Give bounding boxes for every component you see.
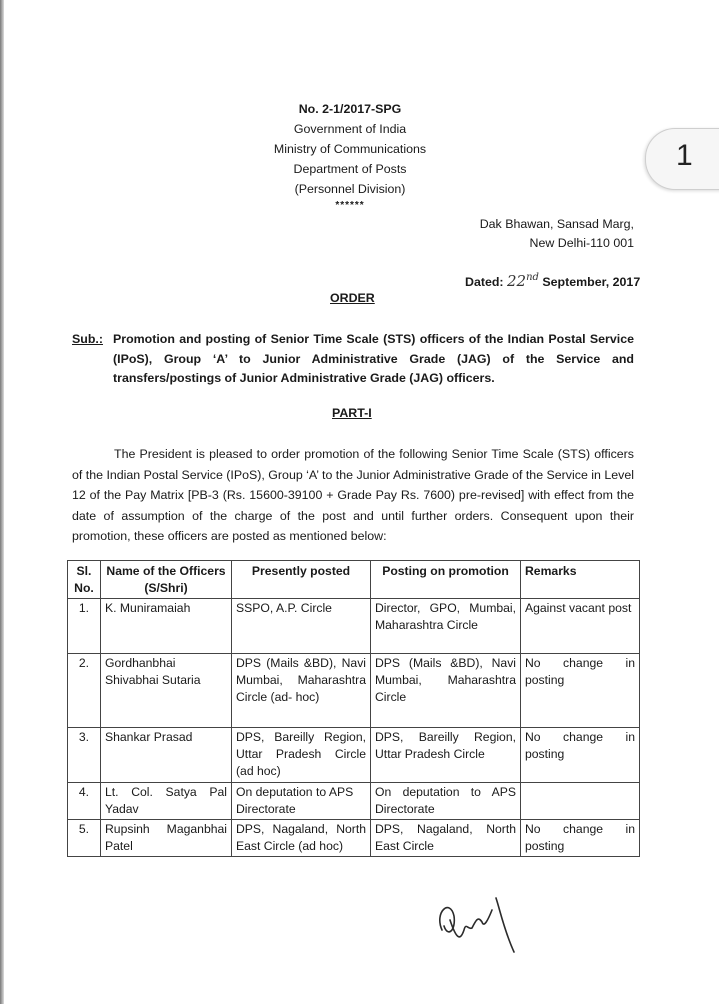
cell-promotion: DPS, Bareilly Region, Uttar Pradesh Circle xyxy=(371,728,521,783)
date-day-suffix: nd xyxy=(526,272,539,283)
table-row xyxy=(68,783,640,820)
cell-present: DPS (Mails &BD), Navi Mumbai, Maharashtra Circle (ad- hoc) xyxy=(232,654,371,728)
cell-name: K. Muniramaiah xyxy=(101,599,232,654)
page-edge-shadow xyxy=(0,0,4,1004)
part-title: PART-I xyxy=(332,406,372,420)
cell-promotion: DPS (Mails &BD), Navi Mumbai, Maharashtra Circle xyxy=(371,654,521,728)
subject-text: Promotion and posting of Senior Time Scale (STS) officers of the Indian Postal Service (IPoS), Group ‘A’ to Junior Administrative Grade (JAG) of the Service and transfers/postings of Junior Administrative Grade (JAG) officers. xyxy=(113,332,634,385)
address-line-2: New Delhi-110 001 xyxy=(529,236,634,250)
cell-present: SSPO, A.P. Circle xyxy=(232,599,371,654)
cell-sl: 1. xyxy=(68,599,101,654)
cell-remarks: No change in posting xyxy=(521,654,640,728)
cell-sl: 5. xyxy=(68,820,101,857)
table-header-row xyxy=(68,561,640,599)
cell-remarks: No change in posting xyxy=(521,820,640,857)
order-title: ORDER xyxy=(330,291,375,305)
cell-promotion: DPS, Nagaland, North East Circle xyxy=(371,820,521,857)
col-header-remarks: Remarks xyxy=(521,561,640,599)
col-header-name: Name of the Officers (S/Shri) xyxy=(101,561,232,599)
date-day-handwritten: 22 xyxy=(507,272,527,290)
col-header-promotion: Posting on promotion xyxy=(371,561,521,599)
office-address xyxy=(480,215,634,253)
letter-header xyxy=(250,99,450,213)
table-row xyxy=(68,654,640,728)
cell-name: Gordhanbhai Shivabhai Sutaria xyxy=(101,654,232,728)
date-line xyxy=(465,272,640,290)
cell-name: Lt. Col. Satya Pal Yadav xyxy=(101,783,232,820)
handwritten-signature-icon xyxy=(430,890,540,960)
header-line-government: Government of India xyxy=(293,122,407,136)
date-month-year: September, 2017 xyxy=(542,275,641,289)
cell-sl: 3. xyxy=(68,728,101,783)
header-line-department: Department of Posts xyxy=(293,162,407,176)
page-number-tab xyxy=(645,128,719,190)
cell-promotion: On deputation to APS Directorate xyxy=(371,783,521,820)
order-number: No. 2-1/2017-SPG xyxy=(298,102,402,116)
header-separator-stars: ****** xyxy=(335,200,365,211)
cell-remarks: Against vacant post xyxy=(521,599,640,654)
table-row xyxy=(68,820,640,857)
address-line-1: Dak Bhawan, Sansad Marg, xyxy=(479,217,634,231)
header-line-ministry: Ministry of Communications xyxy=(273,142,427,156)
cell-sl: 2. xyxy=(68,654,101,728)
date-label: Dated: xyxy=(465,275,504,289)
cell-present: On deputation to APS Directorate xyxy=(232,783,371,820)
cell-remarks: No change in posting xyxy=(521,728,640,783)
header-line-division: (Personnel Division) xyxy=(294,182,406,196)
col-header-sl: Sl. No. xyxy=(68,561,101,599)
cell-remarks xyxy=(521,783,640,820)
cell-name: Shankar Prasad xyxy=(101,728,232,783)
cell-present: DPS, Nagaland, North East Circle (ad hoc) xyxy=(232,820,371,857)
cell-sl: 4. xyxy=(68,783,101,820)
table-row xyxy=(68,728,640,783)
page-number: 1 xyxy=(676,139,693,172)
cell-name: Rupsinh Maganbhai Patel xyxy=(101,820,232,857)
cell-promotion: Director, GPO, Mumbai, Maharashtra Circle xyxy=(371,599,521,654)
col-header-present: Presently posted xyxy=(232,561,371,599)
order-paragraph: The President is pleased to order promotion of the following Senior Time Scale (STS) officers of the Indian Postal Service (IPoS), Group ‘A’ to the Junior Administrative Grade of the Service in Level 12 of the Pay Matrix [PB-3 (Rs. 15600-39100 + Grade Pay Rs. 7600) pre-revised] with effect from the date of assumption of the charge of the post and until further orders. Consequent upon their promotion, these officers are posted as mentioned below: xyxy=(72,447,634,543)
cell-present: DPS, Bareilly Region, Uttar Pradesh Circle (ad hoc) xyxy=(232,728,371,783)
table-row xyxy=(68,599,640,654)
subject-label: Sub.: xyxy=(72,332,103,346)
subject-block xyxy=(72,330,634,389)
promotion-table xyxy=(67,560,640,857)
